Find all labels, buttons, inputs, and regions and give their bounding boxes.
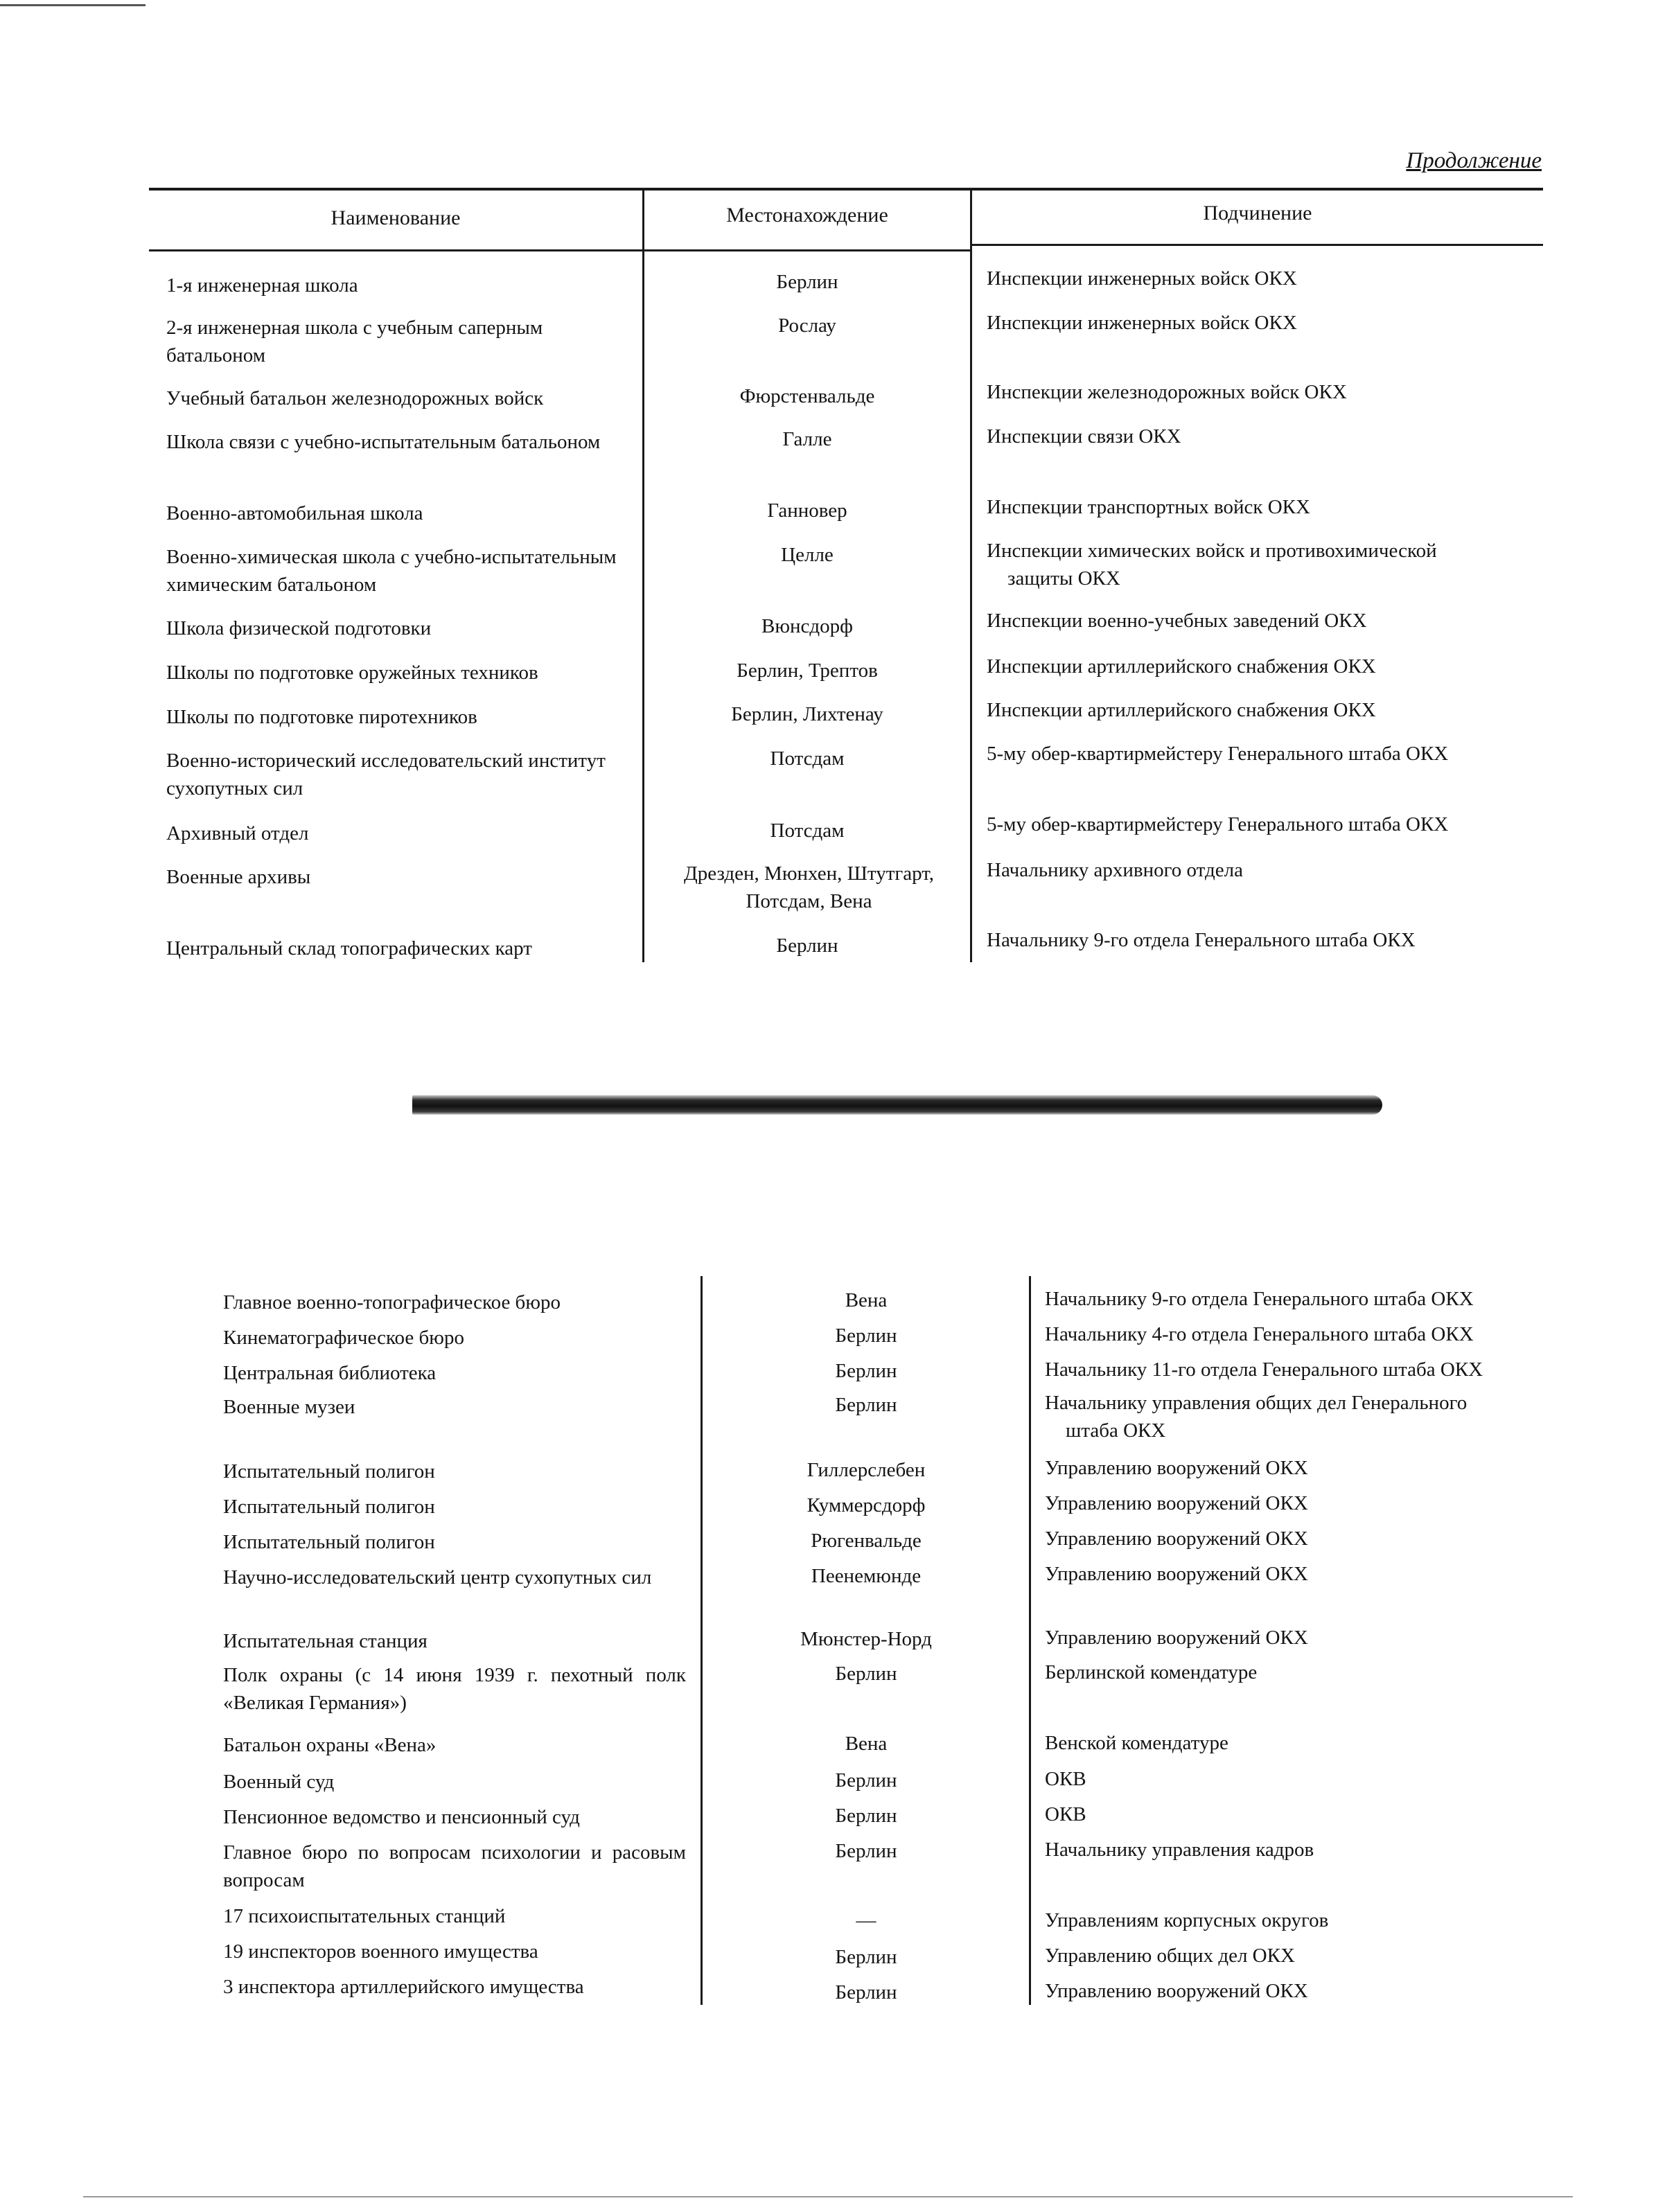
table-cell-name: Военно-автомобильная школа bbox=[166, 502, 423, 524]
table-cell-subordination: Управлению вооружений ОКХ bbox=[1045, 1980, 1308, 2002]
table-cell-subordination bbox=[987, 537, 1541, 592]
table-cell-subordination: ОКВ bbox=[1045, 1768, 1086, 1790]
table-cell-subordination: Начальнику 11-го отдела Генерального штаба ОКХ bbox=[1045, 1359, 1483, 1381]
table-cell-location: Берлин bbox=[835, 1663, 897, 1685]
column-divider bbox=[701, 1276, 703, 2005]
table-cell-name: Школа физической подготовки bbox=[166, 617, 432, 639]
table-cell-name: Испытательная станция bbox=[223, 1630, 428, 1652]
scan-separator-bar bbox=[412, 1095, 1382, 1115]
table-cell-subordination: Начальнику управления кадров bbox=[1045, 1839, 1314, 1861]
table-cell-location: Целле bbox=[781, 544, 834, 566]
table-cell-location: Рюгенвальде bbox=[811, 1530, 922, 1552]
table-cell-subordination: Управлению вооружений ОКХ bbox=[1045, 1457, 1308, 1479]
table-cell-location: Берлин bbox=[776, 271, 838, 293]
table-cell-subordination: Инспекции инженерных войск ОКХ bbox=[987, 267, 1297, 290]
table-cell-subordination: Начальнику архивного отдела bbox=[987, 859, 1243, 881]
table-cell-name: Испытательный полигон bbox=[223, 1496, 435, 1518]
table-cell-location: Гиллерслебен bbox=[807, 1459, 926, 1481]
table-cell-name: Военные архивы bbox=[166, 866, 311, 888]
table-cell-subordination: Инспекции военно-учебных заведений ОКХ bbox=[987, 610, 1367, 632]
table-cell-location: Берлин bbox=[835, 1946, 897, 1968]
subordination-line: Начальнику управления общих дел Генерального bbox=[1045, 1392, 1468, 1414]
table-cell-location: Берлин bbox=[835, 1981, 897, 2003]
table-cell-location: Пеенемюнде bbox=[811, 1565, 922, 1587]
table-cell-subordination: Управлению вооружений ОКХ bbox=[1045, 1563, 1308, 1585]
table-cell-name: 1-я инженерная школа bbox=[166, 274, 358, 297]
column-header-location: Местонахождение bbox=[726, 204, 888, 227]
table-cell-subordination: Управлениям корпусных округов bbox=[1045, 1909, 1329, 1931]
header-rule bbox=[149, 249, 970, 251]
table-cell-location: Вена bbox=[845, 1289, 888, 1311]
table-cell-location: Потсдам bbox=[770, 820, 845, 842]
table-cell-location: Мюнстер-Норд bbox=[800, 1628, 932, 1650]
table-cell-name: Школы по подготовке пиротехников bbox=[166, 706, 477, 728]
table-cell-name: Военные музеи bbox=[223, 1396, 355, 1418]
table-cell-name: 19 инспекторов военного имущества bbox=[223, 1940, 538, 1963]
table-cell-name: Батальон охраны «Вена» bbox=[223, 1734, 437, 1756]
column-divider bbox=[970, 188, 972, 962]
table-cell-name: Школы по подготовке оружейных техников bbox=[166, 662, 538, 684]
subordination-line: штаба ОКХ bbox=[1066, 1419, 1166, 1442]
table-cell-location: Берлин bbox=[835, 1394, 897, 1416]
table-cell-subordination: Берлинской комендатуре bbox=[1045, 1661, 1258, 1683]
table-cell-name: Испытательный полигон bbox=[223, 1531, 435, 1553]
table-cell-subordination: Инспекции железнодорожных войск ОКХ bbox=[987, 381, 1347, 403]
table-cell-location: Галле bbox=[782, 428, 832, 450]
table-cell-name: Школа связи с учебно-испытательным батальоном bbox=[166, 431, 601, 453]
table-cell-subordination: Начальнику 9-го отдела Генерального штаба ОКХ bbox=[987, 929, 1416, 951]
table-cell-location: Вена bbox=[845, 1733, 888, 1755]
table-cell-subordination: 5-му обер-квартирмейстеру Генерального штаба ОКХ bbox=[987, 743, 1449, 765]
table-cell-location: Берлин bbox=[835, 1805, 897, 1827]
subordination-line: Инспекции химических войск и противохимической bbox=[987, 540, 1437, 562]
table-cell-name: Центральная библиотека bbox=[223, 1362, 437, 1384]
table-cell-subordination: Инспекции инженерных войск ОКХ bbox=[987, 312, 1297, 334]
continuation-caption: Продолжение bbox=[1406, 148, 1542, 173]
table-cell-name: Главное военно-топографическое бюро bbox=[223, 1291, 561, 1313]
scan-edge-mark bbox=[83, 2196, 1573, 2197]
table-cell-name: Военный суд bbox=[223, 1771, 335, 1793]
table-cell-subordination bbox=[1045, 1389, 1571, 1444]
column-header-name: Наименование bbox=[331, 206, 461, 229]
table-cell-location: — bbox=[856, 1909, 876, 1931]
table-cell-subordination: Управлению вооружений ОКХ bbox=[1045, 1627, 1308, 1649]
table-cell-location: Потсдам bbox=[770, 747, 845, 770]
table-cell-location: Фюрстенвальде bbox=[739, 385, 875, 407]
table-cell-location: Берлин bbox=[835, 1840, 897, 1862]
table-cell-subordination: 5-му обер-квартирмейстеру Генерального штаба ОКХ bbox=[987, 813, 1449, 835]
table-cell-subordination: Инспекции транспортных войск ОКХ bbox=[987, 496, 1310, 518]
table-cell-name: Центральный склад топографических карт bbox=[166, 937, 532, 959]
table-cell-subordination: ОКВ bbox=[1045, 1803, 1086, 1825]
table-cell-name: Учебный батальон железнодорожных войск bbox=[166, 387, 544, 409]
table-cell-name: 2-я инженерная школа с учебным саперным батальоном bbox=[166, 317, 543, 366]
table-cell-location: Берлин, Лихтенау bbox=[731, 703, 883, 725]
table-cell-location: Дрезден, Мюнхен, Штутгарт, Потсдам, Вена bbox=[683, 862, 935, 912]
table-cell-name: Испытательный полигон bbox=[223, 1460, 435, 1483]
column-divider bbox=[1029, 1276, 1031, 2005]
table-cell-location: Берлин bbox=[776, 935, 838, 957]
table-cell-subordination: Управлению общих дел ОКХ bbox=[1045, 1945, 1295, 1967]
table-cell-name: Пенсионное ведомство и пенсионный суд bbox=[223, 1806, 580, 1828]
table-cell-name: 17 психоиспытательных станций bbox=[223, 1905, 506, 1927]
table-cell-name: Главное бюро по вопросам психологии и расовым вопросам bbox=[223, 1841, 686, 1891]
table-cell-name: Научно-исследовательский центр сухопутных сил bbox=[223, 1566, 652, 1589]
table-cell-subordination: Инспекции связи ОКХ bbox=[987, 425, 1181, 448]
table-cell-location: Рослау bbox=[778, 315, 836, 337]
table-cell-name: Военно-исторический исследовательский институт сухопутных сил bbox=[166, 750, 606, 799]
subordination-line: защиты ОКХ bbox=[1007, 567, 1120, 590]
table-cell-location: Берлин bbox=[835, 1769, 897, 1791]
table-cell-name: Военно-химическая школа с учебно-испытательным химическим батальоном bbox=[166, 546, 617, 596]
scan-edge-mark bbox=[0, 4, 146, 6]
table-cell-subordination: Венской комендатуре bbox=[1045, 1732, 1228, 1754]
column-divider bbox=[642, 188, 644, 962]
table-cell-location: Ганновер bbox=[767, 499, 847, 522]
table-cell-subordination: Инспекции артиллерийского снабжения ОКХ bbox=[987, 699, 1376, 721]
table-top-rule bbox=[149, 188, 1543, 191]
table-cell-location: Берлин bbox=[835, 1360, 897, 1382]
table-cell-subordination: Управлению вооружений ОКХ bbox=[1045, 1492, 1308, 1514]
table-cell-name: 3 инспектора артиллерийского имущества bbox=[223, 1976, 584, 1998]
table-cell-name: Кинематографическое бюро bbox=[223, 1327, 464, 1349]
table-cell-name: Полк охраны (с 14 июня 1939 г. пехотный полк «Великая Германия») bbox=[223, 1664, 686, 1714]
table-cell-location: Берлин, Трептов bbox=[737, 660, 878, 682]
table-cell-subordination: Начальнику 4-го отдела Генерального штаба ОКХ bbox=[1045, 1323, 1474, 1345]
table-cell-location: Берлин bbox=[835, 1325, 897, 1347]
table-cell-subordination: Начальнику 9-го отдела Генерального штаба ОКХ bbox=[1045, 1288, 1474, 1310]
table-cell-subordination: Инспекции артиллерийского снабжения ОКХ bbox=[987, 655, 1376, 678]
table-cell-location: Вюнсдорф bbox=[761, 615, 853, 637]
table-cell-name: Архивный отдел bbox=[166, 822, 309, 844]
table-cell-location: Куммерсдорф bbox=[807, 1494, 926, 1516]
header-rule bbox=[970, 244, 1543, 246]
table-cell-subordination: Управлению вооружений ОКХ bbox=[1045, 1528, 1308, 1550]
column-header-subordination: Подчинение bbox=[1203, 202, 1312, 224]
